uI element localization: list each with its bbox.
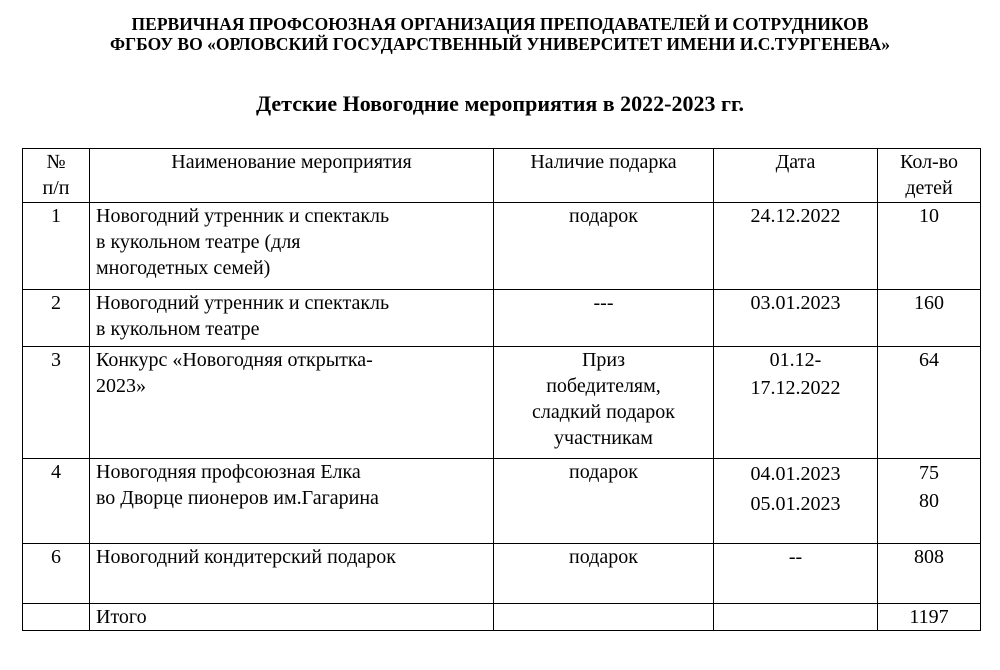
table-row xyxy=(23,203,981,290)
column-header-number: № п/п xyxy=(23,149,90,203)
children-count: 160 xyxy=(878,290,981,347)
total-date-cell xyxy=(714,604,878,631)
row-number: 2 xyxy=(23,290,90,347)
table-row xyxy=(23,290,981,347)
event-date: 04.01.2023 05.01.2023 xyxy=(714,459,878,544)
children-count: 64 xyxy=(878,347,981,459)
row-number: 3 xyxy=(23,347,90,459)
row-number: 4 xyxy=(23,459,90,544)
total-label: Итого xyxy=(90,604,494,631)
children-count: 808 xyxy=(878,544,981,604)
children-count: 75 80 xyxy=(878,459,981,544)
events-table xyxy=(22,148,981,631)
event-date: 24.12.2022 xyxy=(714,203,878,290)
table-row xyxy=(23,544,981,604)
column-header-name: Наименование мероприятия xyxy=(90,149,494,203)
gift: --- xyxy=(494,290,714,347)
row-number: 6 xyxy=(23,544,90,604)
children-count: 10 xyxy=(878,203,981,290)
org-line-1: ПЕРВИЧНАЯ ПРОФСОЮЗНАЯ ОРГАНИЗАЦИЯ ПРЕПОДАВАТЕЛЕЙ И СОТРУДНИКОВ xyxy=(131,14,869,34)
row-number: 1 xyxy=(23,203,90,290)
event-name: Новогодняя профсоюзная Елка во Дворце пионеров им.Гагарина xyxy=(90,459,494,544)
event-name: Новогодний утренник и спектакль в кукольном театре (для многодетных семей) xyxy=(90,203,494,290)
event-name: Конкурс «Новогодняя открытка- 2023» xyxy=(90,347,494,459)
organization-header xyxy=(0,14,1000,54)
table-row xyxy=(23,459,981,544)
total-row xyxy=(23,604,981,631)
table-header-row xyxy=(23,149,981,203)
gift: Приз победителям, сладкий подарок участникам xyxy=(494,347,714,459)
event-date: -- xyxy=(714,544,878,604)
document-title: Детские Новогодние мероприятия в 2022-2023 гг. xyxy=(255,91,745,116)
total-gift-cell xyxy=(494,604,714,631)
gift: подарок xyxy=(494,544,714,604)
table-row xyxy=(23,347,981,459)
column-header-count: Кол-во детей xyxy=(878,149,981,203)
total-count: 1197 xyxy=(878,604,981,631)
column-header-gift: Наличие подарка xyxy=(494,149,714,203)
event-date: 01.12- 17.12.2022 xyxy=(714,347,878,459)
gift: подарок xyxy=(494,203,714,290)
event-date: 03.01.2023 xyxy=(714,290,878,347)
event-name: Новогодний кондитерский подарок xyxy=(90,544,494,604)
event-name: Новогодний утренник и спектакль в кукольном театре xyxy=(90,290,494,347)
column-header-date: Дата xyxy=(714,149,878,203)
org-line-2: ФГБОУ ВО «ОРЛОВСКИЙ ГОСУДАРСТВЕННЫЙ УНИВЕРСИТЕТ ИМЕНИ И.С.ТУРГЕНЕВА» xyxy=(109,34,891,54)
total-number-cell xyxy=(23,604,90,631)
gift: подарок xyxy=(494,459,714,544)
